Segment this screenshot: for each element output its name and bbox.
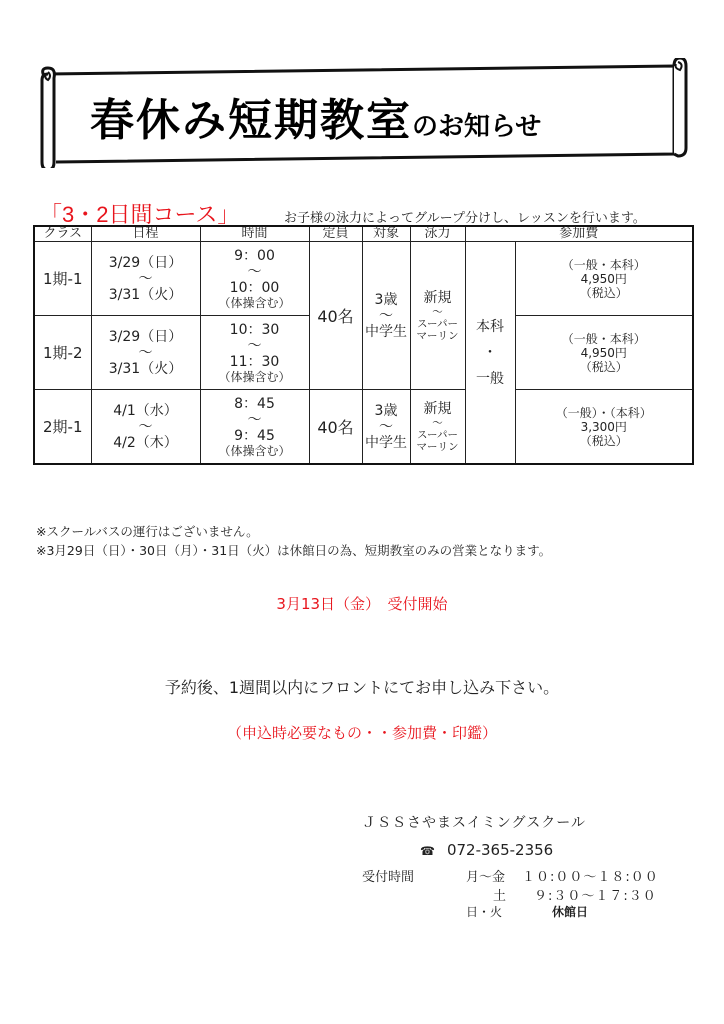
header-capacity: 定員 xyxy=(309,226,362,242)
level-bottom: マーリン xyxy=(416,440,459,453)
date-tilde: ～ xyxy=(138,344,153,361)
header-class: クラス xyxy=(34,226,91,242)
fee-amount: 3,300円 xyxy=(580,419,627,434)
school-name: ＪＳＳさやまスイミングスクール xyxy=(362,815,587,831)
member-type-dot: ・ xyxy=(483,344,497,361)
class-cell: 1期-1 xyxy=(34,242,91,316)
time-cell xyxy=(200,390,309,465)
header-level: 泳力 xyxy=(410,226,465,242)
date-tilde: ～ xyxy=(138,270,153,287)
header-time: 時間 xyxy=(200,226,309,242)
date-cell xyxy=(91,390,200,465)
fee-type: （一般）・（本科） xyxy=(555,405,652,420)
hours-days-closed: 日・火 xyxy=(466,905,503,919)
level-tilde: ～ xyxy=(432,305,443,318)
date-tilde: ～ xyxy=(138,418,153,435)
time-note: （体操含む） xyxy=(218,443,291,458)
level-top: 新規 xyxy=(423,289,452,306)
time-start: 8：45 xyxy=(234,395,275,412)
time-end: 11：30 xyxy=(229,353,280,370)
member-type-bottom: 一般 xyxy=(476,370,504,387)
title-banner xyxy=(38,58,688,168)
class-cell: 2期-1 xyxy=(34,390,91,465)
fee-cell xyxy=(515,390,693,465)
target-cell xyxy=(362,242,410,390)
date-start: 3/29（日） xyxy=(108,254,183,271)
target-tilde: ～ xyxy=(379,418,393,435)
header-fee: 参加費 xyxy=(465,226,693,242)
target-bottom: 中学生 xyxy=(365,434,407,451)
capacity-cell: 40名 xyxy=(309,390,362,465)
member-type-cell xyxy=(465,242,515,465)
hours-closed-label: 休館日 xyxy=(552,905,589,919)
phone-number: 072-365-2356 xyxy=(446,841,554,859)
level-mid: スーパー xyxy=(417,317,458,330)
required-items: （申込時必要なもの・・参加費・印鑑） xyxy=(226,724,497,742)
level-top: 新規 xyxy=(423,400,452,417)
time-tilde: ～ xyxy=(247,263,262,280)
banner-title-suffix: のお知らせ xyxy=(412,112,542,142)
level-cell xyxy=(410,390,465,465)
class-cell: 1期-2 xyxy=(34,316,91,390)
date-end: 3/31（火） xyxy=(108,360,183,377)
level-cell xyxy=(410,242,465,390)
time-end: 10：00 xyxy=(229,279,280,296)
time-tilde: ～ xyxy=(247,411,262,428)
reception-start: 3月13日（金） 受付開始 xyxy=(276,595,448,613)
hours-days-weekday: 月～金 xyxy=(466,870,506,885)
banner-title xyxy=(90,84,541,148)
hours-days-saturday: 土 xyxy=(493,889,507,904)
fee-cell xyxy=(515,316,693,390)
fee-type: （一般・本科） xyxy=(561,257,646,272)
hours-time-saturday: ９:３０～１７:３０ xyxy=(534,889,657,904)
time-end: 9：45 xyxy=(234,427,275,444)
schedule-table xyxy=(33,225,694,465)
fee-cell xyxy=(515,242,693,316)
date-end: 3/31（火） xyxy=(108,286,183,303)
fee-amount: 4,950円 xyxy=(580,345,627,360)
telephone-icon: ☎ xyxy=(420,844,435,858)
hours-time-weekday: １０:００～１８:００ xyxy=(522,870,659,885)
fee-type: （一般・本科） xyxy=(561,331,646,346)
time-note: （体操含む） xyxy=(218,295,291,310)
target-top: 3歳 xyxy=(374,291,398,308)
note-closed-days: ※3月29日（日）・30日（月）・31日（火）は休館日の為、短期教室のみの営業となります。 xyxy=(36,543,552,558)
time-tilde: ～ xyxy=(247,337,262,354)
member-type-top: 本科 xyxy=(476,318,504,335)
date-start: 4/1（水） xyxy=(113,402,178,419)
fee-amount: 4,950円 xyxy=(580,271,627,286)
time-cell xyxy=(200,316,309,390)
fee-tax: （税込） xyxy=(579,285,628,300)
banner-title-main: 春休み短期教室 xyxy=(90,95,412,146)
phone-line xyxy=(420,841,553,859)
time-start: 10：30 xyxy=(229,321,280,338)
table-row xyxy=(34,242,693,316)
date-start: 3/29（日） xyxy=(108,328,183,345)
note-bus: ※スクールバスの運行はございません。 xyxy=(36,524,259,539)
fee-tax: （税込） xyxy=(579,433,628,448)
target-bottom: 中学生 xyxy=(365,323,407,340)
course-title: 「3・2日間コース」 xyxy=(40,202,240,227)
target-top: 3歳 xyxy=(374,402,398,419)
date-end: 4/2（木） xyxy=(113,434,178,451)
level-tilde: ～ xyxy=(432,416,443,429)
course-description: お子様の泳力によってグループ分けし、レッスンを行います。 xyxy=(284,211,646,226)
table-header-row xyxy=(34,226,693,242)
time-cell xyxy=(200,242,309,316)
level-mid: スーパー xyxy=(417,428,458,441)
header-date: 日程 xyxy=(91,226,200,242)
capacity-cell: 40名 xyxy=(309,242,362,390)
apply-instructions: 予約後、1週間以内にフロントにてお申し込み下さい。 xyxy=(164,678,560,697)
target-tilde: ～ xyxy=(379,307,393,324)
time-note: （体操含む） xyxy=(218,369,291,384)
date-cell xyxy=(91,316,200,390)
target-cell xyxy=(362,390,410,465)
hours-label: 受付時間 xyxy=(362,870,415,885)
date-cell xyxy=(91,242,200,316)
header-target: 対象 xyxy=(362,226,410,242)
table-row xyxy=(34,390,693,465)
fee-tax: （税込） xyxy=(579,359,628,374)
time-start: 9：00 xyxy=(234,247,275,264)
level-bottom: マーリン xyxy=(416,329,459,342)
